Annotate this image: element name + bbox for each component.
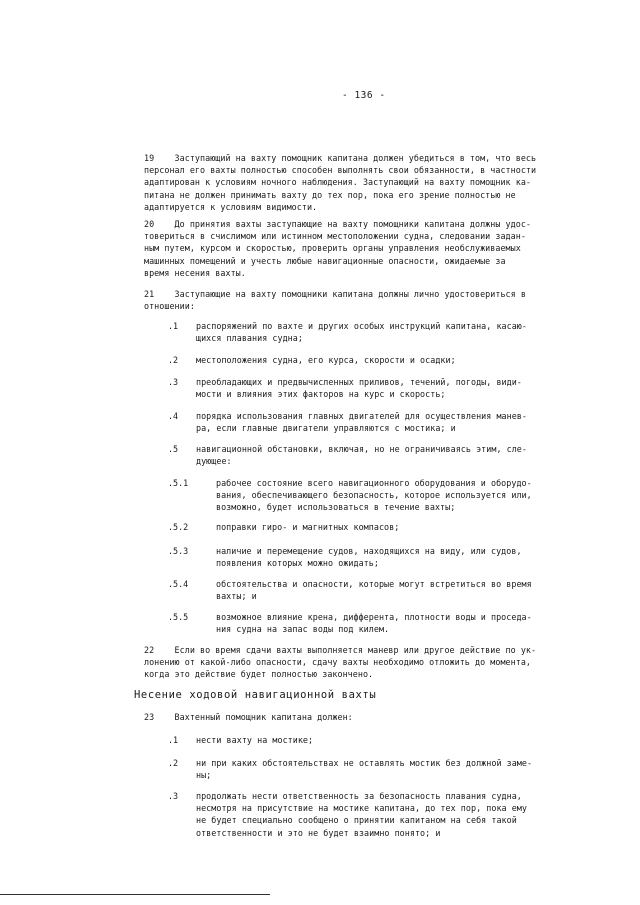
- sub-item-label: .5.4: [168, 579, 189, 589]
- list-item-label: .2: [168, 355, 179, 365]
- list-item-label: .1: [168, 735, 179, 745]
- sub-item-label: .5.1: [168, 478, 189, 488]
- paragraph-20: 20 До принятия вахты заступающие на вахту помощники капитана должны удос- товериться в счислимом или истинном местоположении судна, следовании задан- ным путем, курсом и скоростью, проверить органы управления необслуживаемых машинных помещений и учесть любые навигационные опасности, ожидаемые за время несения вахты.: [144, 219, 532, 278]
- sub-item-label: .5.3: [168, 546, 189, 556]
- list-item-label: .1: [168, 321, 179, 331]
- list-item-text: порядка использования главных двигателей для осуществления манев- ра, если главные двигатели управляются с мостика; и: [196, 411, 527, 434]
- sub-item-text: поправки гиро- и магнитных компасов;: [216, 522, 400, 532]
- list-item-label: .2: [168, 758, 179, 768]
- list-item-text: преобладающих и предвычисленных приливов, течений, погоды, види- мости и влияния этих факторов на курс и скорость;: [196, 377, 522, 400]
- list-item-label: .4: [168, 411, 179, 421]
- list-item-text: местоположения судна, его курса, скорости и осадки;: [196, 355, 456, 365]
- list-item-text: навигационной обстановки, включая, но не ограничиваясь этим, сле- дующее:: [196, 444, 527, 467]
- list-item-text: распоряжений по вахте и других особых инструкций капитана, касаю- щихся плавания судна;: [196, 321, 527, 344]
- list-item-text: нести вахту на мостике;: [196, 735, 314, 745]
- list-item-label: .3: [168, 791, 179, 801]
- sub-item-text: обстоятельства и опасности, которые могут встретиться во время вахты; и: [216, 579, 532, 602]
- list-item-label: .5: [168, 444, 179, 454]
- list-item-label: .3: [168, 377, 179, 387]
- sub-item-text: возможное влияние крена, дифферента, плотности воды и проседа- ния судна на запас воды под килем.: [216, 612, 532, 635]
- list-item-text: продолжать нести ответственность за безопасность плавания судна, несмотря на присутствие на мостике капитана, до тех пор, пока ему не будет специально сообщено о принятии капитаном на себя такой ответственности и это не будет взаимно понято; и: [196, 791, 527, 838]
- sub-item-text: рабочее состояние всего навигационного оборудования и оборудо- вания, обеспечивающего безопасность, которое используется или, возможно, будет использоваться в течение вахты;: [216, 478, 532, 513]
- section-heading: Несение ходовой навигационной вахты: [134, 689, 377, 701]
- paragraph-23: 23 Вахтенный помощник капитана должен:: [144, 712, 353, 722]
- paragraph-21: 21 Заступающие на вахту помощники капитана должны лично удостовериться в отношении:: [144, 289, 526, 312]
- sub-item-text: наличие и перемещение судов, находящихся на виду, или судов, появления которых можно ожидать;: [216, 546, 522, 569]
- bottom-divider: [0, 894, 270, 895]
- paragraph-22: 22 Если во время сдачи вахты выполняется маневр или другое действие по ук- лонению от какой-либо опасности, сдачу вахты необходимо отложить до момента, когда это действие будет полностью закончено.: [144, 645, 537, 680]
- paragraph-19: 19 Заступающий на вахту помощник капитана должен убедиться в том, что весь персонал его вахты полностью способен выполнять свои обязанности, в частности адаптирован к условиям ночного наблюдения. Заступающий на вахту помощник ка- питана не должен принимать вахту до тех пор, пока его зрение полностью не адаптируется к условиям видимости.: [144, 153, 537, 212]
- sub-item-label: .5.5: [168, 612, 189, 622]
- page-number: - 136 -: [342, 90, 386, 101]
- sub-item-label: .5.2: [168, 522, 189, 532]
- list-item-text: ни при каких обстоятельствах не оставлять мостик без должной заме- ны;: [196, 758, 533, 781]
